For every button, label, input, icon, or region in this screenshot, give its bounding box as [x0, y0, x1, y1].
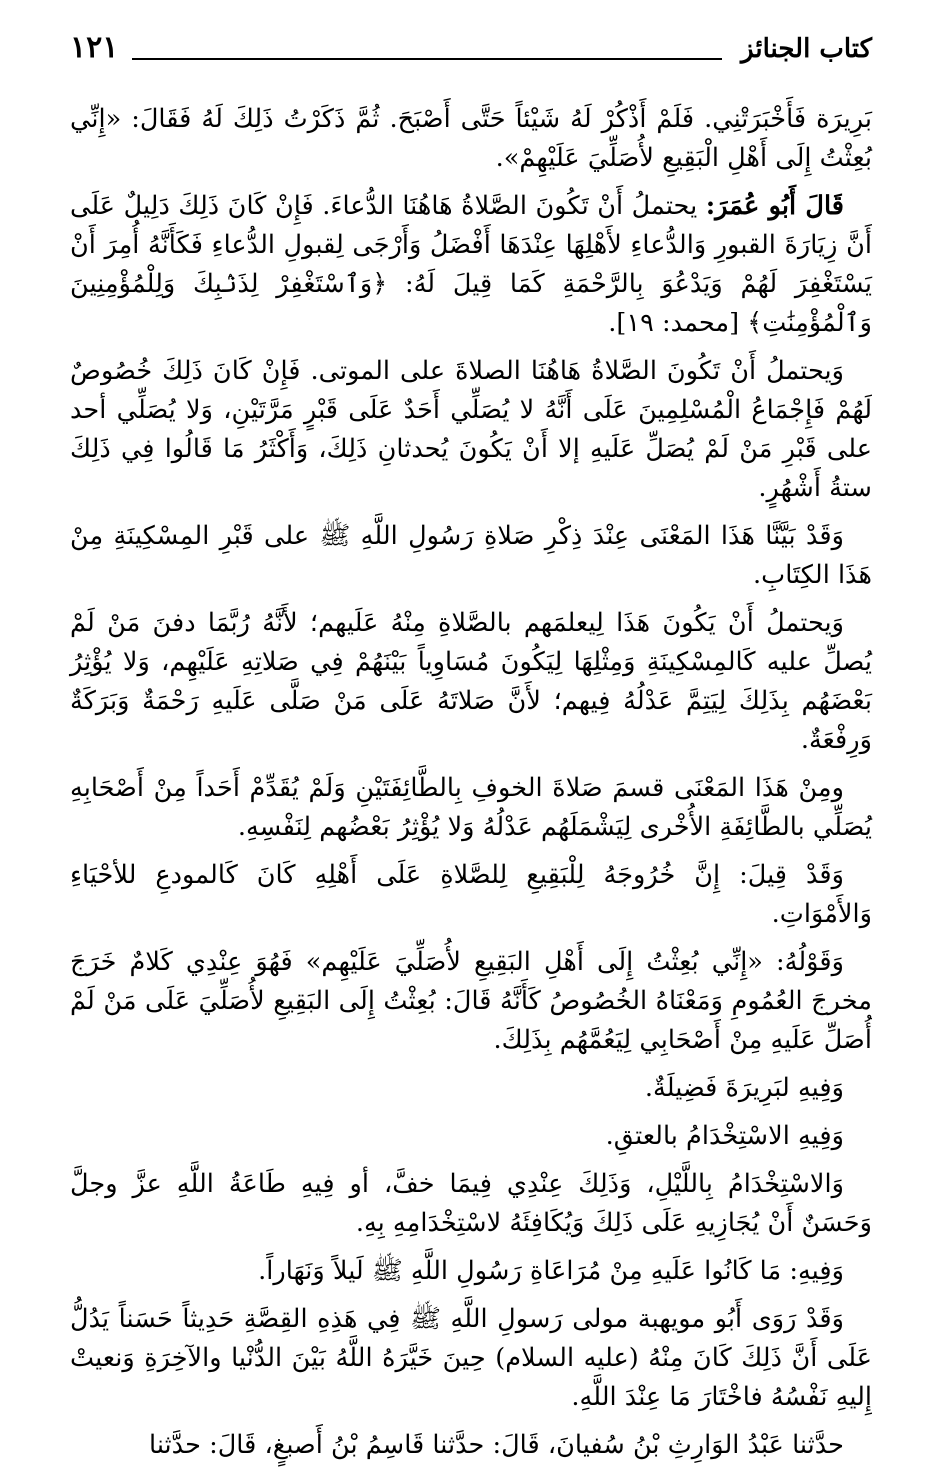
paragraph-text: حدَّثنا عَبْدُ الوَارِثِ بْنُ سُفيانَ، قَالَ: حدَّثنا قَاسِمُ بْنُ أَصبغٍ، قَالَ: حدَّثنا [149, 1430, 844, 1460]
paragraph [70, 769, 872, 847]
paragraph-text: ومِنْ هَذَا المَعْنَى قسمَ صَلاةَ الخوفِ بِالطَّائِفَتَيْنِ وَلَمْ يُقَدِّمْ أَحَداً مِنْ أَصْحَابِهِ يُصَلِّي بالطَّائِفَةِ الأُخْرى لِيَشْمَلَهُم عَدْلُهُ وَلا يُؤْثِرُ بَعْضُهم لِنَفْسِهِ. [70, 773, 872, 842]
paragraph-text: وَفِيهِ: مَا كَانُوا عَلَيهِ مِنْ مُرَاعَاةِ رَسُولِ اللَّهِ ﷺ لَيلاً وَنَهَاراً. [258, 1256, 844, 1286]
paragraph [70, 1252, 872, 1291]
paragraph-text: وَفِيهِ الاسْتِخْدَامُ بالعتقِ. [605, 1121, 844, 1151]
paragraph-text: وَقَدْ رَوَى أَبُو مويهبة مولى رَسولِ اللَّهِ ﷺ فِي هَذِهِ القِصَّةِ حَدِيثاً حَسَناً يَدُلُّ عَلَى أَنَّ ذَلِكَ كَانَ مِنْهُ (عليه السلام) حِينَ خَيَّرَهُ اللَّهُ بَيْنَ الدُّنْيا والآخِرَةِ وَنعيتْ إِليهِ نَفْسُهُ فاخْتَارَ مَا عِنْدَ اللَّهِ. [70, 1304, 872, 1412]
paragraph [70, 1426, 872, 1465]
paragraph [70, 1165, 872, 1243]
paragraph-text: وَقَدْ بَيَّنَّا هَذَا المَعْنَى عِنْدَ ذِكْرِ صَلاةِ رَسُولِ اللَّهِ ﷺ على قَبْرِ المِسْكِينَةِ مِنْ هَذَا الكِتَابِ. [70, 521, 872, 590]
paragraph-text: يحتملُ أَنْ تَكُونَ الصَّلاةُ هَاهُنَا الدُّعاءَ. فَإِنْ كَانَ ذَلِكَ دَلِيلٌ عَلَى أَنَّ زِيَارَةَ القبورِ وَالدُّعاءِ لأَهْلِهَا عِنْدَهَا أَفْضَلُ وَأَرْجَى لِقبولِ الدُّعاءِ فَكَأَنَّهُ أُمِرَ أَنْ يَسْتَغْفِرَ لَهُمْ وَيَدْعُوَ بِالرَّحْمَةِ كَمَا قِيلَ لَهُ: ﴿وَٱسْتَغْفِرْ لِذَنۢبِكَ وَلِلْمُؤْمِنِينَ وَٱلْمُؤْمِنَٰتِ﴾ [محمد: ١٩]. [70, 191, 872, 338]
page-number: ١٢١ [70, 30, 119, 65]
paragraph [70, 856, 872, 934]
paragraph [70, 604, 872, 760]
paragraph [70, 187, 872, 343]
paragraph [70, 100, 872, 178]
paragraph [70, 517, 872, 595]
paragraph [70, 943, 872, 1060]
paragraph-lead: قَالَ أَبُو عُمَرَ: [705, 191, 844, 221]
paragraph-text: وَيحتملُ أَنْ تَكُونَ الصَّلاةُ هَاهُنَا الصلاةَ على الموتى. فَإِنْ كَانَ ذَلِكَ خُصُوصٌ لَهُمْ فَإِجْمَاعُ الْمُسْلِمِينَ عَلَى أَنَّهُ لا يُصَلِّي أَحَدٌ عَلَى قَبْرٍ مَرَّتَيْنِ، وَلا يُصَلِّي أحد على قَبْرِ مَنْ لَمْ يُصَلِّ عَلَيهِ إلا أَنْ يَكُونَ يُحدثانِ ذَلِكَ، وَأَكْثَرُ مَا قَالُوا فِي ذَلِكَ ستةُ أَشْهُرٍ. [70, 356, 872, 503]
page-header [70, 28, 872, 68]
running-title: كتاب الجنائز [741, 34, 872, 64]
paragraph-text: وَفِيهِ لبَرِيرَةَ فَضِيلَةٌ. [644, 1073, 844, 1103]
paragraph-text: وَيحتملُ أَنْ يَكُونَ هَذَا لِيعلمَهم بالصَّلاةِ مِنْهُ عَلَيهم؛ لأَنَّهُ رُبَّمَا دفنَ مَنْ لَمْ يُصلِّ عليه كَالمِسْكِينَةِ وَمِثْلِهَا لِيَكُونَ مُسَاوِياً بَيْنَهُمْ فِي صَلاتِهِ عَلَيْهِم، وَلا يُؤْثِرُ بَعْضَهُم بِذَلِكَ لِيَتِمَّ عَدْلُهُ فِيهم؛ لأَنَّ صَلاتَهُ عَلَى مَنْ صَلَّى عَلَيهِ رَحْمَةٌ وَبَرَكَةٌ وَرِفْعَةٌ. [70, 608, 872, 755]
header-rule [132, 58, 722, 60]
paragraph-text: وَقَوْلُهُ: «إِنِّي بُعِثْتُ إِلَى أَهْلِ البَقِيعِ لأُصَلِّيَ عَلَيْهِم» فَهُوَ عِنْدِي كَلامٌ خَرَجَ مخرجَ العُمُومِ وَمَعْنَاهُ الخُصُوصُ كَأَنَّهُ قَالَ: بُعِثْتُ إِلَى البَقِيعِ لأُصَلِّيَ عَلَى مَنْ لَمْ أُصَلِّ عَلَيهِ مِنْ أَصْحَابِي لِيَعُمَّهُم بِذَلِكَ. [70, 947, 872, 1055]
paragraph-text: بَرِيرَة فَأَخْبَرَتْنِي. فَلَمْ أَذْكُرْ لَهُ شَيْئاً حَتَّى أَصْبَحَ. ثُمَّ ذَكَرْتُ ذَلِكَ لَهُ فَقَالَ: «إِنِّي بُعِثْتُ إِلَى أَهْلِ الْبَقِيعِ لأُصَلِّيَ عَلَيْهِمْ». [70, 104, 872, 173]
paragraph [70, 352, 872, 508]
paragraph [70, 1069, 872, 1108]
paragraph [70, 1117, 872, 1156]
main-text [70, 100, 872, 1474]
paragraph-text: وَقَدْ قِيلَ: إِنَّ خُرُوجَهُ لِلْبَقِيعِ لِلصَّلاةِ عَلَى أَهْلِهِ كَانَ كَالمودعِ للأحْيَاءِ وَالأَمْوَاتِ. [70, 860, 872, 929]
paragraph-text: وَالاسْتِخْدَامُ بِاللَّيْلِ، وَذَلِكَ عِنْدِي فِيمَا خفَّ، أو فِيهِ طَاعَةُ اللَّهِ عزَّ وجلَّ وَحَسَنٌ أَنْ يُجَازِيهِ عَلَى ذَلِكَ وَيُكَافِئَهُ لاسْتِخْدَامِهِ بِهِ. [70, 1169, 872, 1238]
paragraph [70, 1300, 872, 1417]
